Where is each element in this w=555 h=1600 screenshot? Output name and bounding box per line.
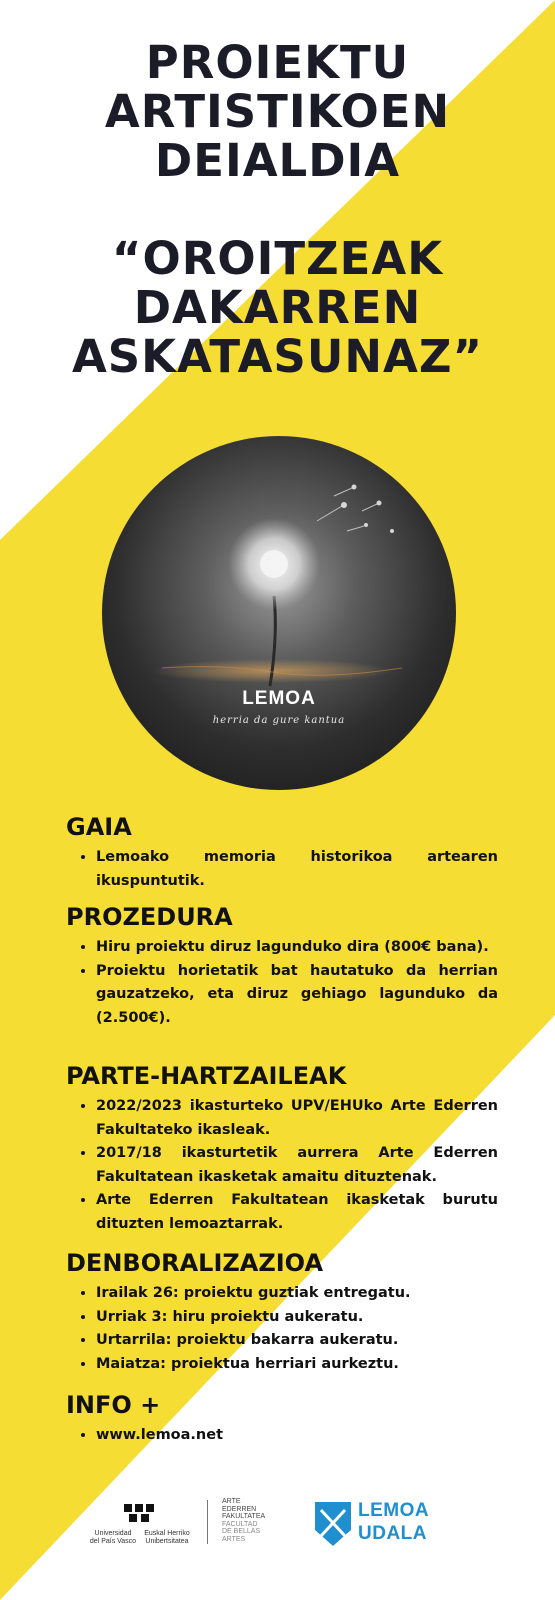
list-item: • 2022/2023 ikasturteko UPV/EHUko Arte Ederren Fakultateko ikasleak. <box>96 1095 498 1142</box>
section-heading-info: INFO + <box>66 1391 161 1419</box>
title-line-2: ARTISTIKOEN <box>104 85 451 138</box>
prozedura-list <box>66 936 498 1030</box>
upv-spanish-name: Universidad del País Vasco <box>89 1530 137 1545</box>
faculty-name: ARTE EDERREN FAKULTATEA FACULTAD DE BELLAS ARTES <box>222 1498 266 1543</box>
lemoa-tagline: herria da gure kantua <box>212 715 346 726</box>
page-subtitle <box>0 234 555 381</box>
list-item: • Arte Ederren Fakultatean ikasketak burutu dituzten lemoaztarrak. <box>96 1189 498 1236</box>
list-item: • Irailak 26: proiektu guztiak entregatu. <box>96 1282 498 1306</box>
list-item: • Urriak 3: hiru proiektu aukeratu. <box>96 1306 498 1330</box>
parte-list <box>66 1095 498 1236</box>
section-heading-prozedura: PROZEDURA <box>66 903 233 931</box>
section-prozedura <box>66 902 498 1030</box>
upv-ehu-emblem-icon <box>122 1502 156 1526</box>
lemoa-udala-name: LEMOA UDALA <box>358 1500 430 1544</box>
subtitle-line-2: DAKARREN <box>133 281 422 334</box>
list-item: • Lemoako memoria historikoa artearen ikuspuntutik. <box>96 846 498 893</box>
list-item: • Hiru proiektu diruz lagunduko dira (800€ bana). <box>96 936 498 960</box>
section-parte-hartzaileak <box>66 1061 498 1236</box>
lemoa-udala-emblem-icon <box>313 1500 353 1548</box>
list-item: • 2017/18 ikasturtetik aurrera Arte Ederren Fakultatean ikasketak amaitu dituztenak. <box>96 1142 498 1189</box>
section-info <box>66 1390 498 1448</box>
section-gaia <box>66 812 498 893</box>
subtitle-line-3: ASKATASUNAZ” <box>71 330 484 383</box>
lemoa-logo-text: LEMOA <box>242 688 316 709</box>
footer-logos <box>0 1498 555 1558</box>
list-item: • Maiatza: proiektua herriari aurkeztu. <box>96 1353 498 1377</box>
denboralizazioa-list <box>66 1282 498 1376</box>
list-item: • Proiektu horietatik bat hautatuko da herrian gauzatzeko, eta diruz gehiago lagunduko da (2.500€). <box>96 960 498 1031</box>
section-heading-denboralizazioa: DENBORALIZAZIOA <box>66 1249 324 1277</box>
website-link[interactable]: • www.lemoa.net <box>96 1424 498 1448</box>
page-title <box>0 38 555 185</box>
list-item: • Urtarrila: proiektu bakarra aukeratu. <box>96 1329 498 1353</box>
section-heading-gaia: GAIA <box>66 813 132 841</box>
gaia-list <box>66 846 498 893</box>
title-line-1: PROIEKTU <box>145 36 410 89</box>
dandelion-image <box>102 436 456 790</box>
title-line-3: DEIALDIA <box>154 134 401 187</box>
section-denboralizazioa <box>66 1248 498 1376</box>
dandelion-illustration <box>102 436 456 790</box>
footer-divider <box>207 1500 208 1544</box>
info-list <box>66 1424 498 1448</box>
section-heading-parte-hartzaileak: PARTE-HARTZAILEAK <box>66 1062 347 1090</box>
upv-basque-name: Euskal Herriko Unibertsitatea <box>144 1530 190 1545</box>
subtitle-line-1: “OROITZEAK <box>111 232 444 285</box>
